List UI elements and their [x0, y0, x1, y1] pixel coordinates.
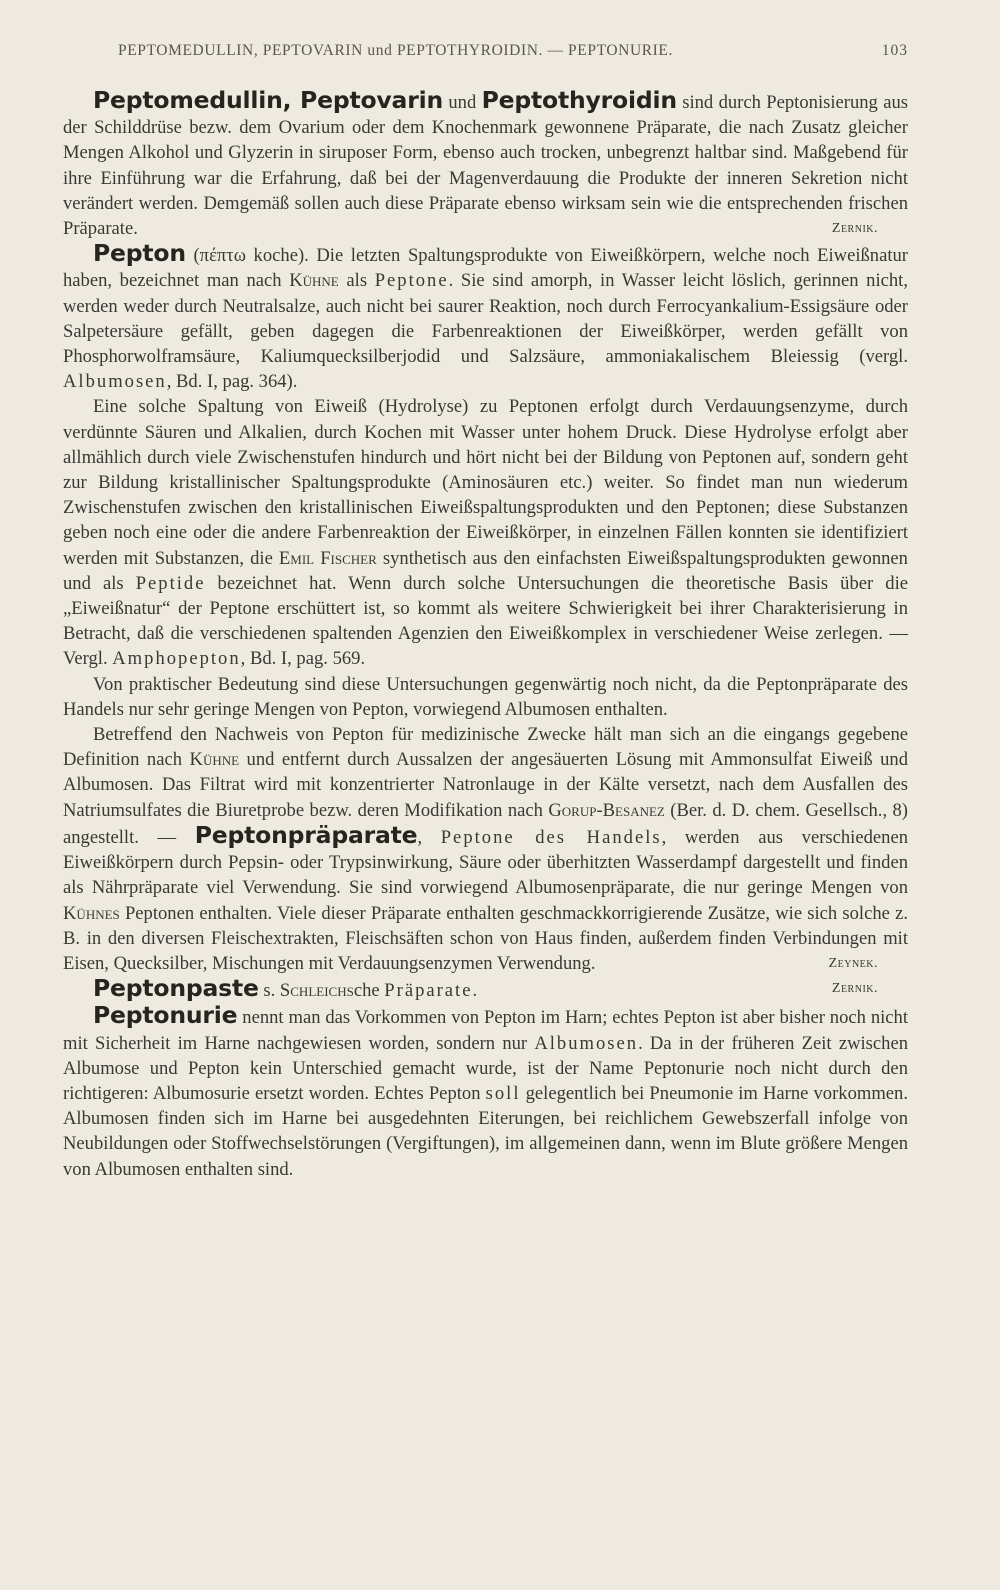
text: . — [472, 980, 478, 1002]
author-name: Schleichs — [279, 980, 354, 1002]
text: (Ber. d. D. chem. Gesellsch., 8) angestellt. — — [63, 799, 908, 848]
text: che — [353, 980, 385, 1002]
text: Betreffend den Nachweis von Pepton für medizinische Zwecke hält man sich an die eingangs gegebene Definition nach — [63, 724, 908, 771]
author-name: Emil Fischer — [278, 547, 377, 569]
text: und — [442, 92, 482, 113]
text: , werden aus verschiedenen Eiweißkörpern durch Pepsin- oder Trypsinwirkung, Säure oder überhitzten Wasserdampf dargestellt und finden als Nährpräparate viel Verwendung. Sie sind vorwiegend Albumosenpräparate, die nur geringe Mengen von — [63, 826, 908, 899]
cross-reference: Amphopepton — [112, 648, 241, 670]
text: , Bd. I, pag. 569. — [240, 648, 366, 670]
running-title: PEPTOMEDULLIN, PEPTOVARIN und PEPTOTHYROIDIN. — PEPTONURIE. — [118, 42, 673, 59]
emphasis: Peptone des Handels — [440, 826, 662, 848]
text: Peptonen enthalten. Viele dieser Präparate enthalten geschmackkorrigierende Zusätze, wie sich solche z. B. in den diversen Fleischextrakten, Fleischsäften schon von Haus finden, außerdem finden Verbindungen mit Eisen, Quecksilber, Mischungen mit Verdauungsenzymen Verwendung. — [63, 902, 908, 974]
entry-text: sind durch Peptonisierung aus der Schilddrüse bezw. dem Ovarium oder dem Knochenmark gewonnene Präparate, die nach Zusatz gleicher Mengen Alkohol und Glyzerin in siruposer Form, ebenso auch trocken, unbegrenzt haltbar sind. Maßgebend für ihre Einführung war die Erfahrung, daß bei der Magenverdauung die Produkte der inneren Sekretion nicht verändert werden. Demgemäß sollen auch diese Präparate ebenso wirksam sein wie die entsprechenden frischen Präparate. — [63, 92, 908, 240]
author-name: Gorup-Besanez — [548, 799, 665, 821]
text: als — [338, 270, 375, 292]
author-name: Kühne — [189, 749, 240, 771]
text: Eine solche Spaltung von Eiweiß (Hydrolyse) zu Peptonen erfolgt durch Verdauungsenzyme, durch verdünnte Säuren und Alkalien, durch Kochen mit Wasser unter hohem Druck. Diese Hydrolyse erfolgt aber allmählich durch viele Zwischenstufen hindurch und hört nicht bei der Bildung von Peptonen auf, sondern geht zur Bildung kristallinischer Spaltungsprodukte (Aminosäuren etc.) weiter. So findet man nun wiederum Zwischenstufen zwischen den kristallinischen Eiweißspaltungsprodukten und den Peptonen; diese Substanzen geben noch eine oder die andere Farbenreaktion der Eiweißkörper, in einzelnen Fällen konnten sie identifiziert werden mit Substanzen, die — [63, 396, 908, 569]
cross-reference: Albumosen — [63, 371, 167, 393]
paragraph — [63, 722, 908, 976]
text: , Bd. I, pag. 364). — [166, 371, 298, 393]
text: . Da in der früheren Zeit zwischen Albumose und Pepton kein Unterschied gemacht wurde, ist der Name Peptonurie noch nicht durch den richtigeren: Albumosurie ersetzt worden. Echtes Pepton — [63, 1032, 908, 1104]
page-body — [63, 88, 908, 1182]
headword-peptothyroidin: Peptothyroidin — [481, 86, 677, 114]
author-signature: Zernik. — [831, 981, 878, 997]
entry-peptonpaste — [63, 976, 908, 1003]
text: (πέπτω koche). Die letzten Spaltungsprodukte von Eiweißkörpern, welche noch Eiweißnatur haben, bezeichnet man nach — [63, 245, 908, 292]
author-name: Kühne — [289, 270, 339, 292]
text: , — [417, 826, 441, 848]
paragraph: Von praktischer Bedeutung sind diese Untersuchungen gegenwärtig noch nicht, da die Peptonpräparate des Handels nur sehr geringe Mengen von Pepton, vorwiegend Albumosen enthalten. — [63, 673, 908, 720]
text: synthetisch aus den einfachsten Eiweißspaltungsprodukten gewonnen und als — [63, 547, 908, 594]
author-signature: Zernik. — [831, 221, 878, 237]
entry-peptomedullin — [63, 88, 908, 241]
text: s. — [258, 980, 280, 1002]
text: . Sie sind amorph, in Wasser leicht löslich, gerinnen nicht, werden weder durch Neutralsalze, auch nicht bei saurer Reaktion, noch durch Ferrocyankalium-Essigsäure oder Salpetersäure gefällt, geben dagegen die Farbenreaktionen der Eiweißkörper, werden gefällt von Phosphorwolframsäure, Kaliumquecksilberjodid und Salzsäure, ammoniakalischem Bleiessig (vergl. — [63, 270, 908, 368]
text: und entfernt durch Aussalzen der angesäuerten Lösung mit Ammonsulfat Eiweiß und Albumosen. Das Filtrat wird mit konzentrierter Natronlauge in der Kälte versetzt, nach dem Ausfallen des Natriumsulfates die Biuretprobe bezw. deren Modifikation nach — [63, 749, 909, 821]
text: nennt man das Vorkommen von Pepton im Harn; echtes Pepton ist aber bisher noch nicht mit Sicherheit im Harne nachgewiesen worden, sondern nur — [63, 1007, 908, 1054]
author-name: Kühnes — [63, 902, 120, 924]
emphasis: soll — [485, 1082, 521, 1104]
author-signature: Zeynek. — [828, 955, 878, 971]
entry-pepton — [63, 241, 908, 394]
emphasis: Peptide — [135, 572, 206, 594]
headword-peptonpraeparate: Peptonpräparate — [194, 820, 418, 849]
headword-peptonurie: Peptonurie — [93, 1001, 238, 1030]
headword-peptomedullin: Peptomedullin, Peptovarin — [93, 86, 443, 114]
headword-peptonpaste: Peptonpaste — [93, 974, 259, 1003]
paragraph — [63, 394, 908, 671]
emphasis: Peptone — [374, 270, 449, 292]
page-number: 103 — [881, 42, 908, 59]
emphasis: Albumosen — [534, 1032, 639, 1054]
text: gelegentlich bei Pneumonie im Harne vorkommen. Albumosen finden sich im Harne bei ausgedehnten Eiterungen, bei reichlichem Gewebszerfall infolge von Neubildungen oder Stoffwechselstörungen (Vergiftungen), im allgemeinen dann, wenn im Blute größere Mengen von Albumosen enthalten sind. — [63, 1082, 909, 1180]
entry-peptonurie — [63, 1003, 908, 1181]
headword-pepton: Pepton — [93, 239, 186, 268]
text: bezeichnet hat. Wenn durch solche Untersuchungen die theoretische Basis über die „Eiweißnatur“ der Peptone erschüttert ist, so kommt als weitere Schwierigkeit bei ihrer Charakterisierung in Betracht, daß die verschiedenen spaltenden Agenzien den Eiweißkomplex in verschiedener Weise zerlegen. — Vergl. — [63, 572, 909, 670]
cross-reference: Präparate — [384, 980, 473, 1002]
running-head — [118, 42, 908, 60]
